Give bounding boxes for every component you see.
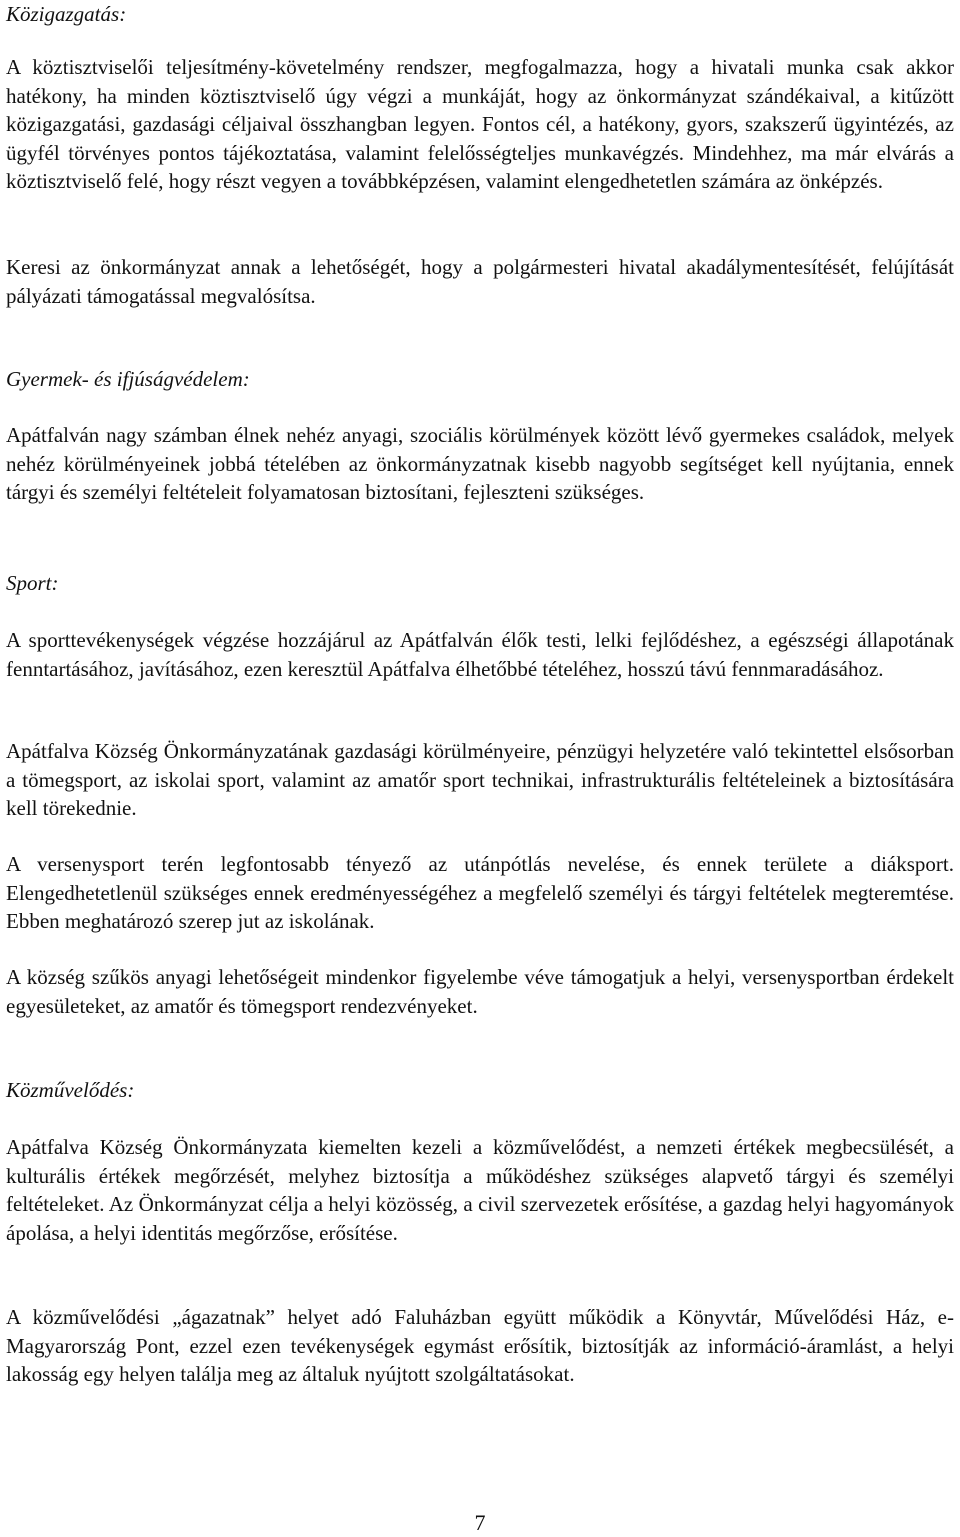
paragraph-sport-1: A sporttevékenységek végzése hozzájárul az Apátfalván élők testi, lelki fejlődéshez, a egészségi állapotának fenntartásához, javításához, ezen keresztül Apátfalva élhetőbbé tételéhez, hosszú távú fennmaradásához. xyxy=(6,628,954,681)
paragraph-kozigazgatas-2: Keresi az önkormányzat annak a lehetőségét, hogy a polgármesteri hivatal akadálymentesítését, felújítását pályázati támogatással megvalósítsa. xyxy=(6,255,954,308)
paragraph-gyermekvedelem-1: Apátfalván nagy számban élnek nehéz anyagi, szociális körülmények között lévő gyermekes családok, melyek nehéz körülményeinek jobbá tételében az önkormányzatnak kisebb nagyobb segítséget kell nyújtania, ennek tárgyi és személyi feltételeit folyamatosan biztosítani, fejleszteni szükséges. xyxy=(6,423,954,505)
page-number: 7 xyxy=(474,1510,486,1535)
section-heading-sport: Sport: xyxy=(6,571,59,595)
paragraph-sport-4: A község szűkös anyagi lehetőségeit mindenkor figyelembe véve támogatjuk a helyi, versenysportban érdekelt egyesületeket, az amatőr és tömegsport rendezvényeket. xyxy=(6,965,954,1018)
paragraph-sport-2: Apátfalva Község Önkormányzatának gazdasági körülményeire, pénzügyi helyzetére való tekintettel elsősorban a tömegsport, az iskolai sport, valamint az amatőr sport technikai, infrastrukturális feltételeinek a biztosítására kell törekednie. xyxy=(6,739,954,821)
paragraph-sport-3: A versenysport terén legfontosabb tényező az utánpótlás nevelése, és ennek területe a diáksport. Elengedhetetlenül szükséges ennek eredményességéhez a megfelelő személyi és tárgyi feltételek megteremtése. Ebben meghatározó szerep jut az iskolának. xyxy=(6,852,954,934)
paragraph-kozigazgatas-1: A köztisztviselői teljesítmény-követelmény rendszer, megfogalmazza, hogy a hivatali munka csak akkor hatékony, ha minden köztisztviselő úgy végzi a munkáját, hogy az önkormányzat szándékaival, a kitűzött közigazgatási, gazdasági céljaival összhangban legyen. Fontos cél, a hatékony, gyors, szakszerű ügyintézés, az ügyfél törvényes pontos tájékoztatása, valamint felelősségteljes munkavégzés. Mindehhez, ma már elvárás a köztisztviselő felé, hogy részt vegyen a továbbképzésen, valamint elengedhetetlen számára az önképzés. xyxy=(6,55,954,194)
paragraph-kozmuvelodes-1: Apátfalva Község Önkormányzata kiemelten kezeli a közművelődést, a nemzeti értékek megbecsülését, a kulturális értékek megőrzését, melyhez biztosítja a működéshez szükséges alapvető tárgyi és személyi feltételeket. Az Önkormányzat célja a helyi közösség, a civil szervezetek erősítése, a gazdag helyi hagyományok ápolása, a helyi identitás megőrzőse, erősítése. xyxy=(6,1135,954,1245)
section-heading-kozigazgatas: Közigazgatás: xyxy=(6,2,127,26)
section-heading-gyermekvedelem: Gyermek- és ifjúságvédelem: xyxy=(6,367,250,391)
section-heading-kozmuvelodes: Közművelődés: xyxy=(6,1078,135,1102)
paragraph-kozmuvelodes-2: A közművelődési „ágazatnak” helyet adó Faluházban együtt működik a Könyvtár, Művelődési Ház, e-Magyarország Pont, ezzel ezen tevékenységek egymást erősítik, biztosítják az információ-áramlást, a helyi lakosság egy helyen találja meg az általuk nyújtott szolgáltatásokat. xyxy=(6,1305,954,1387)
